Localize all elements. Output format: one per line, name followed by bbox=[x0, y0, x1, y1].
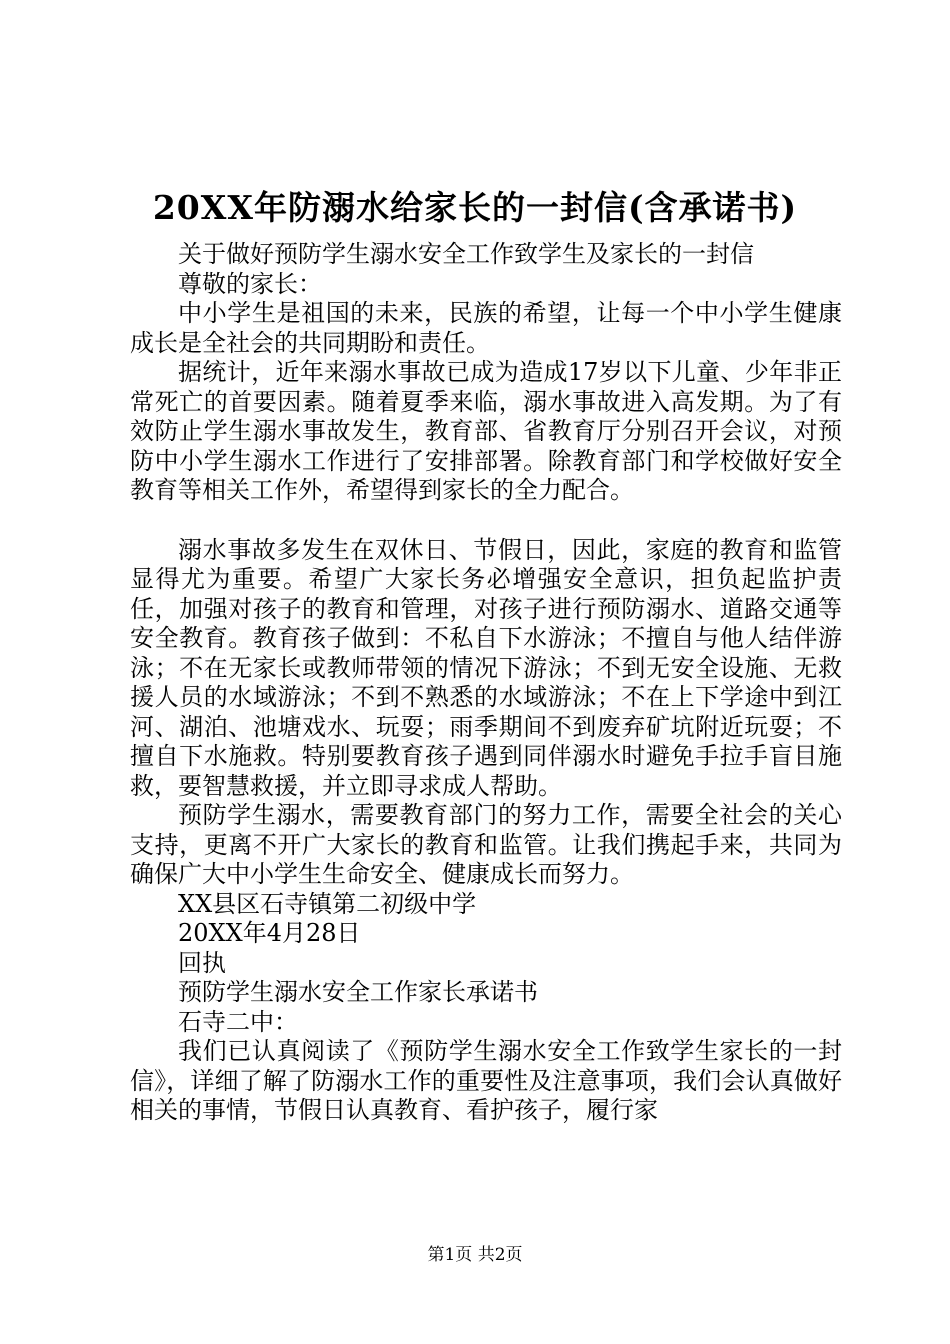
receipt-label: 回执 bbox=[178, 948, 226, 977]
paragraph-3: 溺水事故多发生在双休日、节假日，因此，家庭的教育和监管显得尤为重要。希望广大家长务必增强安全意识，担负起监护责任，加强对孩子的教育和管理，对孩子进行预防溺水、道路交通等安全教育。教育孩子做到：不私自下水游泳；不擅自与他人结伴游泳；不在无家长或教师带领的情况下游泳；不到无安全设施、无救援人员的水域游泳；不到不熟悉的水域游泳；不在上下学途中到江河、湖泊、池塘戏水、玩耍；雨季期间不到废弃矿坑附近玩耍；不擅自下水施救。特别要教育孩子遇到同伴溺水时避免手拉手盲目施救，要智慧救援，并立即寻求成人帮助。 bbox=[130, 535, 842, 800]
letter-subtitle: 关于做好预防学生溺水安全工作致学生及家长的一封信 bbox=[178, 240, 754, 268]
letter-salutation: 尊敬的家长： bbox=[178, 269, 322, 298]
paragraph-4: 预防学生溺水，需要教育部门的努力工作，需要全社会的关心支持，更离不开广大家长的教育和监管。让我们携起手来，共同为确保广大中小学生生命安全、健康成长而努力。 bbox=[130, 801, 842, 888]
paragraph-spacer bbox=[130, 506, 842, 536]
page-indicator: 第1页 共2页 bbox=[427, 1245, 523, 1265]
paragraph-2: 据统计，近年来溺水事故已成为造成17岁以下儿童、少年非正常死亡的首要因素。随着夏季来临，溺水事故进入高发期。为了有效防止学生溺水事故发生，教育部、省教育厅分别召开会议，对预防中小学生溺水工作进行了安排部署。除教育部门和学校做好安全教育等相关工作外，希望得到家长的全力配合。 bbox=[130, 358, 842, 504]
pledge-title: 预防学生溺水安全工作家长承诺书 bbox=[178, 978, 538, 1006]
pledge-salutation: 石寺二中： bbox=[178, 1007, 298, 1036]
paragraph-1: 中小学生是祖国的未来，民族的希望，让每一个中小学生健康成长是全社会的共同期盼和责任。 bbox=[130, 299, 842, 357]
letter-date: 20XX年4月28日 bbox=[178, 919, 361, 947]
document-title: 20XX年防溺水给家长的一封信(含承诺书) bbox=[152, 188, 798, 227]
pledge-paragraph: 我们已认真阅读了《预防学生溺水安全工作致学生家长的一封信》，详细了解了防溺水工作的重要性及注意事项，我们会认真做好相关的事情，节假日认真教育、看护孩子，履行家 bbox=[130, 1037, 842, 1124]
letter-signature: XX县区石寺镇第二初级中学 bbox=[178, 889, 477, 918]
document-body bbox=[130, 240, 842, 1126]
